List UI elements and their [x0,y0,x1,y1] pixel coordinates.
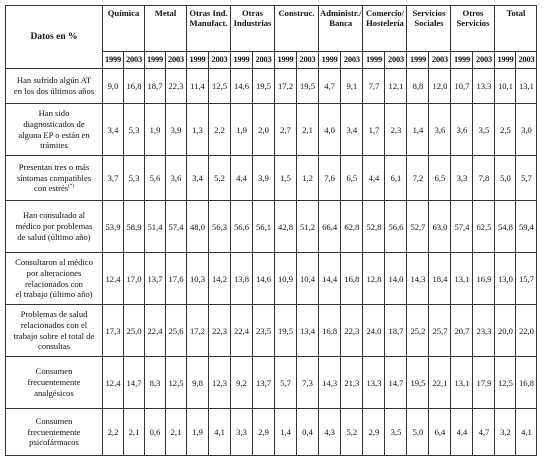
row-label [6,156,103,201]
value-cell: 20,0 [495,305,516,357]
value-cell: 25,2 [407,305,429,357]
value-cell: 51,2 [297,201,319,253]
year-header: 1999 [231,52,253,69]
corner-header: Datos en % [6,6,103,69]
row-label-line: relacionados con [25,278,83,289]
value-cell: 3,6 [429,104,451,156]
value-cell: 1,9 [231,104,253,156]
value-cell: 0,6 [145,409,166,456]
value-cell: 8,8 [407,69,429,104]
value-cell: 25,7 [429,305,451,357]
value-cell: 7,6 [319,156,341,201]
value-cell: 4,4 [363,156,385,201]
group-header-servicios-sociales [407,6,451,52]
row-label-line: médico por problemas [15,221,93,232]
value-cell: 9,2 [231,357,253,409]
value-cell: 2,3 [385,104,407,156]
value-cell: 57,4 [166,201,187,253]
value-cell: 13,7 [253,357,275,409]
row-label-line: Han sufrido algún AT [16,75,92,86]
group-header-line: Otros [462,8,484,18]
row-label-line: analgésicos [34,387,74,398]
value-cell: 17,3 [103,305,124,357]
table-row [6,69,537,104]
value-cell: 23,5 [253,305,275,357]
value-cell: 2,1 [166,409,187,456]
value-cell: 3,4 [103,104,124,156]
value-cell: 1,4 [275,409,297,456]
value-cell: 4,0 [319,104,341,156]
value-cell: 17,6 [166,253,187,305]
value-cell: 5,2 [209,156,231,201]
value-cell: 12,8 [363,253,385,305]
row-label-line: Han sido [38,108,70,119]
row-label [6,357,103,409]
value-cell: 4,7 [473,409,495,456]
value-cell: 12,4 [103,253,124,305]
value-cell: 18,7 [385,305,407,357]
value-cell: 16,8 [319,305,341,357]
value-cell: 14,3 [319,357,341,409]
row-label-line: Presentan tres o más [18,161,90,172]
group-header-row [6,6,537,52]
value-cell: 7,7 [363,69,385,104]
year-header: 2003 [209,52,231,69]
value-cell: 19,5 [275,305,297,357]
value-cell: 3,2 [495,409,516,456]
value-cell: 11,4 [187,69,209,104]
health-data-table [5,5,537,456]
value-cell: 62,8 [341,201,363,253]
row-label-line: síntomas compatibles [16,172,92,183]
year-header: 1999 [187,52,209,69]
value-cell: 13,1 [451,253,473,305]
value-cell: 58,9 [124,201,145,253]
row-label-line: trabajo sobre el total de [13,330,95,341]
value-cell: 7,2 [407,156,429,201]
value-cell: 1,4 [407,104,429,156]
row-label-line: psicofármacos [29,437,79,448]
value-cell: 17,2 [187,305,209,357]
value-cell: 12,5 [495,357,516,409]
value-cell: 22,3 [209,305,231,357]
table-row [6,104,537,156]
group-header-line: Otras [241,8,263,18]
row-label [6,201,103,253]
value-cell: 2,2 [103,409,124,456]
row-label [6,69,103,104]
table-body [6,69,537,456]
value-cell: 13,3 [363,357,385,409]
value-cell: 3,6 [451,104,473,156]
value-cell: 22,0 [516,305,537,357]
row-label-line: por alteraciones [26,267,82,278]
value-cell: 56,1 [253,201,275,253]
row-label-line: diagnosticados de [23,118,85,129]
value-cell: 3,4 [341,104,363,156]
year-header: 2003 [473,52,495,69]
value-cell: 1,2 [297,156,319,201]
group-header-line: Servicios [412,8,446,18]
value-cell: 22,3 [341,305,363,357]
value-cell: 0,4 [297,409,319,456]
value-cell: 16,8 [124,69,145,104]
value-cell: 13,0 [495,253,516,305]
value-cell: 18,4 [429,253,451,305]
value-cell: 1,3 [187,104,209,156]
value-cell: 62,5 [473,201,495,253]
row-label [6,104,103,156]
value-cell: 22,1 [429,357,451,409]
value-cell: 3,0 [516,104,537,156]
row-label-line: frecuentemente [27,377,81,388]
year-header: 1999 [451,52,473,69]
group-header-line: Sociales [414,17,444,28]
row-label [6,253,103,305]
table-row [6,409,537,456]
footnote-marker: (*) [68,184,74,190]
value-cell: 25,0 [124,305,145,357]
row-label-line: en los dos últimos años [13,86,95,96]
table-row [6,201,537,253]
group-header-administr-banca [319,6,363,52]
value-cell: 14,3 [407,253,429,305]
value-cell: 19,5 [253,69,275,104]
year-header: 1999 [145,52,166,69]
value-cell: 16,8 [516,357,537,409]
group-header-otros-servicios [451,6,495,52]
value-cell: 15,7 [516,253,537,305]
group-header-otras-ind-manufact [187,6,231,52]
year-header: 2003 [166,52,187,69]
value-cell: 2,9 [363,409,385,456]
row-label-line: de salud (último año) [17,231,91,242]
value-cell: 52,8 [363,201,385,253]
value-cell: 19,5 [297,69,319,104]
value-cell: 13,8 [231,253,253,305]
group-header-line: Manufact. [189,17,228,28]
value-cell: 2,7 [275,104,297,156]
value-cell: 4,7 [319,69,341,104]
value-cell: 2,1 [297,104,319,156]
value-cell: 16,9 [473,253,495,305]
value-cell: 3,6 [166,156,187,201]
value-cell: 6,5 [341,156,363,201]
year-header: 1999 [495,52,516,69]
value-cell: 63,0 [429,201,451,253]
value-cell: 13,3 [473,69,495,104]
value-cell: 56,3 [209,201,231,253]
value-cell: 4,4 [231,156,253,201]
value-cell: 13,1 [516,69,537,104]
value-cell: 2,2 [209,104,231,156]
year-header: 2003 [297,52,319,69]
row-label-line: el trabajo (último año) [15,289,93,300]
value-cell: 3,9 [253,156,275,201]
value-cell: 14,4 [319,253,341,305]
group-header-line: Servicios [456,17,490,28]
group-header-comercio-hosteleria [363,6,407,52]
value-cell: 5,7 [516,156,537,201]
value-cell: 6,5 [429,156,451,201]
value-cell: 14,7 [124,357,145,409]
value-cell: 12,3 [209,357,231,409]
table-row [6,357,537,409]
value-cell: 52,7 [407,201,429,253]
value-cell: 14,6 [253,253,275,305]
year-header: 1999 [407,52,429,69]
value-cell: 10,4 [297,253,319,305]
value-cell: 19,5 [407,357,429,409]
value-cell: 2,9 [253,409,275,456]
value-cell: 23,3 [473,305,495,357]
group-header-otras-industrias [231,6,275,52]
group-header-line: Total [506,8,526,18]
group-header-line: Otras Ind. [189,8,228,18]
value-cell: 54,8 [495,201,516,253]
value-cell: 6,4 [429,409,451,456]
value-cell: 4,3 [319,409,341,456]
group-header-line: Administr./ [320,8,362,18]
value-cell: 5,3 [124,104,145,156]
value-cell: 14,0 [385,253,407,305]
group-header-line: Construc. [278,8,315,18]
value-cell: 12,0 [429,69,451,104]
value-cell: 2,5 [495,104,516,156]
value-cell: 12,1 [385,69,407,104]
value-cell: 5,7 [275,357,297,409]
value-cell: 12,5 [209,69,231,104]
value-cell: 12,4 [103,357,124,409]
group-header-line: Comercio/ [365,8,404,18]
year-header: 2003 [516,52,537,69]
group-header-total [495,6,537,52]
value-cell: 17,2 [275,69,297,104]
value-cell: 10,7 [451,69,473,104]
row-label-line: Problemas de salud [20,309,88,320]
value-cell: 1,9 [145,104,166,156]
value-cell: 17,9 [473,357,495,409]
value-cell: 57,4 [451,201,473,253]
value-cell: 42,8 [275,201,297,253]
group-header-line: Industrias [233,17,272,28]
value-cell: 2,1 [124,409,145,456]
group-header-quimica [103,6,145,52]
row-label-line: Consultaron al médico [15,257,93,268]
value-cell: 3,5 [473,104,495,156]
value-cell: 25,6 [166,305,187,357]
value-cell: 14,6 [231,69,253,104]
value-cell: 3,5 [385,409,407,456]
value-cell: 56,6 [231,201,253,253]
value-cell: 3,3 [451,156,473,201]
value-cell: 5,3 [124,156,145,201]
group-header-line: Banca [329,17,353,28]
value-cell: 16,8 [341,253,363,305]
value-cell: 18,7 [145,69,166,104]
group-header-construc [275,6,319,52]
row-label [6,409,103,456]
value-cell: 7,3 [297,357,319,409]
value-cell: 22,3 [166,69,187,104]
value-cell: 9,0 [103,69,124,104]
value-cell: 56,6 [385,201,407,253]
value-cell: 1,7 [363,104,385,156]
group-header-line: Metal [154,8,177,18]
value-cell: 9,1 [341,69,363,104]
value-cell: 5,0 [407,409,429,456]
value-cell: 22,4 [231,305,253,357]
year-header: 2003 [124,52,145,69]
value-cell: 13,1 [451,357,473,409]
value-cell: 12,5 [166,357,187,409]
value-cell: 3,4 [187,156,209,201]
row-label-line: consultas [38,341,70,352]
year-header: 2003 [429,52,451,69]
value-cell: 53,9 [103,201,124,253]
data-table-container [5,5,537,456]
value-cell: 14,7 [385,357,407,409]
value-cell: 8,3 [145,357,166,409]
row-label-line: Consumen [35,366,73,377]
value-cell: 1,9 [187,409,209,456]
value-cell: 59,4 [516,201,537,253]
year-header: 1999 [319,52,341,69]
value-cell: 7,8 [473,156,495,201]
year-header: 1999 [363,52,385,69]
year-header: 2003 [385,52,407,69]
table-row [6,156,537,201]
value-cell: 51,4 [145,201,166,253]
value-cell: 9,8 [187,357,209,409]
row-label-line: frecuentemente [27,426,81,437]
value-cell: 13,7 [145,253,166,305]
group-header-line: Química [107,8,140,18]
table-row [6,305,537,357]
value-cell: 3,9 [166,104,187,156]
row-label-line: relacionados con el [20,319,88,330]
row-label-line: con estrés [34,183,69,194]
value-cell: 6,1 [385,156,407,201]
value-cell: 4,1 [516,409,537,456]
table-row [6,253,537,305]
year-header: 1999 [275,52,297,69]
value-cell: 13,4 [297,305,319,357]
row-label-line: trámites [40,140,68,151]
value-cell: 22,4 [145,305,166,357]
value-cell: 3,3 [231,409,253,456]
row-label-line: Consumen [35,415,73,426]
value-cell: 66,4 [319,201,341,253]
value-cell: 21,3 [341,357,363,409]
value-cell: 10,9 [275,253,297,305]
year-header: 2003 [253,52,275,69]
value-cell: 4,1 [209,409,231,456]
value-cell: 10,1 [495,69,516,104]
group-header-metal [145,6,187,52]
value-cell: 2,0 [253,104,275,156]
value-cell: 5,0 [495,156,516,201]
value-cell: 14,2 [209,253,231,305]
row-label [6,305,103,357]
value-cell: 48,0 [187,201,209,253]
value-cell: 3,7 [103,156,124,201]
year-header: 2003 [341,52,363,69]
value-cell: 1,5 [275,156,297,201]
row-label-line: alguna EP o están en [18,129,90,140]
value-cell: 5,2 [341,409,363,456]
value-cell: 17,0 [124,253,145,305]
row-label-line: Han consultado al [22,210,86,221]
value-cell: 10,3 [187,253,209,305]
value-cell: 5,6 [145,156,166,201]
value-cell: 24,0 [363,305,385,357]
value-cell: 20,7 [451,305,473,357]
year-header: 1999 [103,52,124,69]
group-header-line: Hostelería [366,17,404,28]
value-cell: 4,4 [451,409,473,456]
